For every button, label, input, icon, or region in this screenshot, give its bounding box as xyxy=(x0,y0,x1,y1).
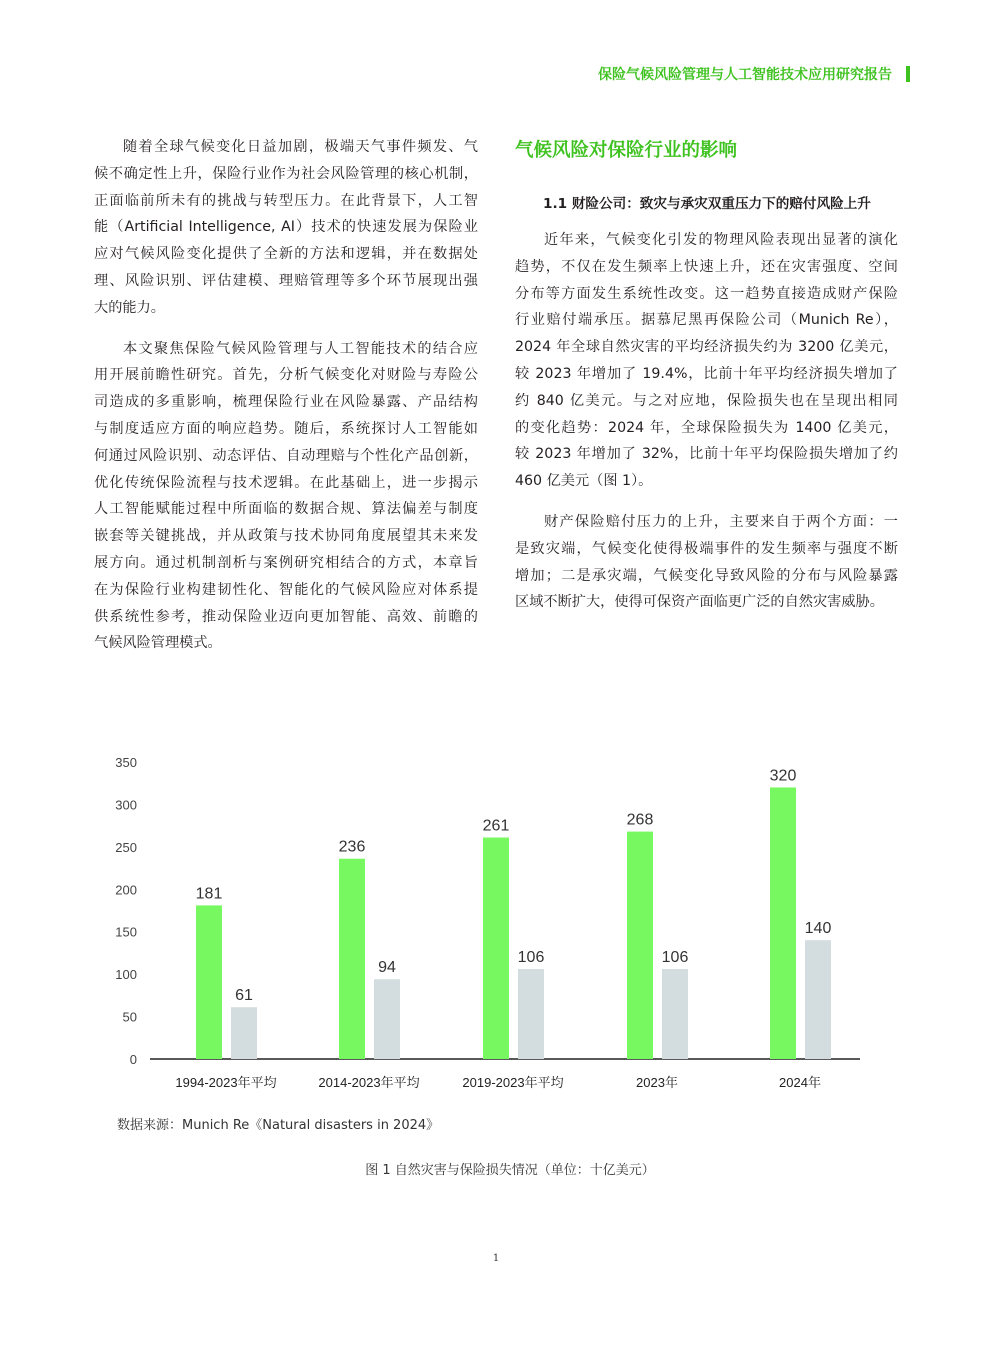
x-tick-label: 1994-2023年平均 xyxy=(175,1075,277,1090)
y-tick-label: 350 xyxy=(115,755,137,770)
right-paragraphs xyxy=(515,227,898,616)
text-line: 供系统性参考，推动保险业迈向更加智能、高效、前瞻的 xyxy=(94,608,478,625)
text-line: 人工智能赋能过程中所面临的数据合规、算法偏差与制度 xyxy=(94,501,478,518)
bar-economic-loss xyxy=(339,859,365,1059)
text-line: 嵌套等关键挑战，并从政策与技术协同角度展望其未来发 xyxy=(94,528,478,545)
x-tick-label: 2023年 xyxy=(636,1075,678,1090)
text-line: 候不确定性上升，保险行业作为社会风险管理的核心机制， xyxy=(94,165,478,182)
y-tick-label: 300 xyxy=(115,797,137,813)
x-tick-label: 2014-2023年平均 xyxy=(318,1075,420,1090)
bar-economic-loss xyxy=(770,787,796,1059)
text-line: 理、风险识别、评估建模、理赔管理等多个环节展现出强 xyxy=(94,272,478,289)
text-line: 与制度适应方面的响应趋势。随后，系统探讨人工智能如 xyxy=(94,420,478,437)
data-label: 106 xyxy=(517,949,545,967)
report-title: 保险气候风险管理与人工智能技术应用研究报告 xyxy=(598,67,892,83)
paragraph xyxy=(94,336,478,658)
page-number: 1 xyxy=(492,1253,500,1264)
bar-economic-loss xyxy=(483,838,509,1059)
data-label: 61 xyxy=(235,987,253,1005)
text-line: 气候风险管理模式。 xyxy=(94,635,222,652)
text-line: 区域不断扩大，使得可保资产面临更广泛的自然灾害威胁。 xyxy=(515,594,884,611)
bar-insured-loss xyxy=(805,940,831,1059)
text-line: 展方向。通过机制剖析与案例研究相结合的方式，本章旨 xyxy=(94,554,478,571)
x-tick-label: 2024年 xyxy=(779,1075,821,1090)
text-line: 何通过风险识别、动态评估、自动理赔与个性化产品创新， xyxy=(94,447,478,464)
section-title: 气候风险对保险行业的影响 xyxy=(515,140,738,161)
data-label: 236 xyxy=(338,838,366,856)
text-line: 随着全球气候变化日益加剧，极端天气事件频发、气 xyxy=(123,139,478,155)
y-tick-label: 0 xyxy=(129,1052,137,1067)
paragraph xyxy=(515,227,898,495)
text-line: 优化传统保险流程与技术逻辑。在此基础上，进一步揭示 xyxy=(94,474,478,491)
figure-caption: 图 1 自然灾害与保险损失情况（单位：十亿美元） xyxy=(365,1163,655,1178)
figure-source: 数据来源：Munich Re《Natural disasters in 2024》 xyxy=(117,1118,440,1133)
paragraph xyxy=(515,509,898,616)
data-label: 140 xyxy=(804,920,832,938)
text-line: 较 2023 年增加了 32%，比前十年平均保险损失增加了约 xyxy=(515,446,898,463)
data-label: 181 xyxy=(195,885,223,903)
data-label: 106 xyxy=(661,949,689,967)
text-line: 的变化趋势：2024 年，全球保险损失为 1400 亿美元， xyxy=(515,419,898,436)
running-header xyxy=(598,64,910,84)
text-line: 增加；二是承灾端，气候变化导致风险的分布与风险暴露 xyxy=(515,567,898,584)
left-column xyxy=(94,134,478,671)
paragraph xyxy=(94,134,478,322)
bar-economic-loss xyxy=(196,905,222,1059)
y-tick-label: 150 xyxy=(115,924,137,940)
data-label: 268 xyxy=(626,811,654,829)
right-column xyxy=(515,136,898,630)
header-accent-bar xyxy=(906,66,910,82)
text-line: 用开展前瞻性研究。首先，分析气候变化对财险与寿险公 xyxy=(94,367,478,384)
text-line: 2024 年全球自然灾害的平均经济损失约为 3200 亿美元， xyxy=(515,339,898,356)
text-line: 行业赔付端承压。据慕尼黑再保险公司（Munich Re）， xyxy=(515,312,898,329)
text-line: 司造成的多重影响，梳理保险行业在风险暴露、产品结构 xyxy=(94,394,478,411)
text-line: 460 亿美元（图 1）。 xyxy=(515,473,653,490)
bar-insured-loss xyxy=(662,969,688,1059)
bar-economic-loss xyxy=(627,832,653,1059)
y-tick-label: 200 xyxy=(115,882,137,898)
bar-insured-loss xyxy=(374,979,400,1059)
text-line: 分布等方面发生系统性改变。这一趋势直接造成财产保险 xyxy=(515,285,898,302)
text-line: 约 840 亿美元。与之对应地，保险损失也在呈现出相同 xyxy=(515,392,898,409)
y-tick-label: 100 xyxy=(115,967,137,983)
text-line: 是致灾端，气候变化使得极端事件的发生频率与强度不断 xyxy=(515,540,898,557)
text-line: 趋势，不仅在发生频率上快速上升，还在灾害强度、空间 xyxy=(515,258,898,275)
text-line: 能（Artificial Intelligence, AI）技术的快速发展为保险业 xyxy=(94,219,478,236)
data-label: 261 xyxy=(482,817,510,835)
y-tick-label: 250 xyxy=(115,839,137,855)
text-line: 应对气候风险变化提供了全新的方法和逻辑，并在数据处 xyxy=(94,246,478,263)
text-line: 财产保险赔付压力的上升，主要来自于两个方面：一 xyxy=(544,513,898,530)
subsection-heading: 1.1 财险公司：致灾与承灾双重压力下的赔付风险上升 xyxy=(543,196,871,212)
text-line: 大的能力。 xyxy=(94,299,165,316)
bar-chart xyxy=(0,740,992,1100)
bar-insured-loss xyxy=(231,1007,257,1059)
text-line: 本文聚焦保险气候风险管理与人工智能技术的结合应 xyxy=(123,340,478,357)
data-label: 94 xyxy=(378,959,396,977)
text-line: 近年来，气候变化引发的物理风险表现出显著的演化 xyxy=(544,232,898,248)
x-tick-label: 2019-2023年平均 xyxy=(462,1075,564,1090)
y-tick-label: 50 xyxy=(122,1009,137,1025)
text-line: 在为保险行业构建韧性化、智能化的气候风险应对体系提 xyxy=(94,581,478,598)
bar-insured-loss xyxy=(518,969,544,1059)
text-line: 正面临前所未有的挑战与转型压力。在此背景下，人工智 xyxy=(94,192,478,209)
text-line: 较 2023 年增加了 19.4%，比前十年平均经济损失增加了 xyxy=(515,365,898,382)
data-label: 320 xyxy=(769,767,797,785)
